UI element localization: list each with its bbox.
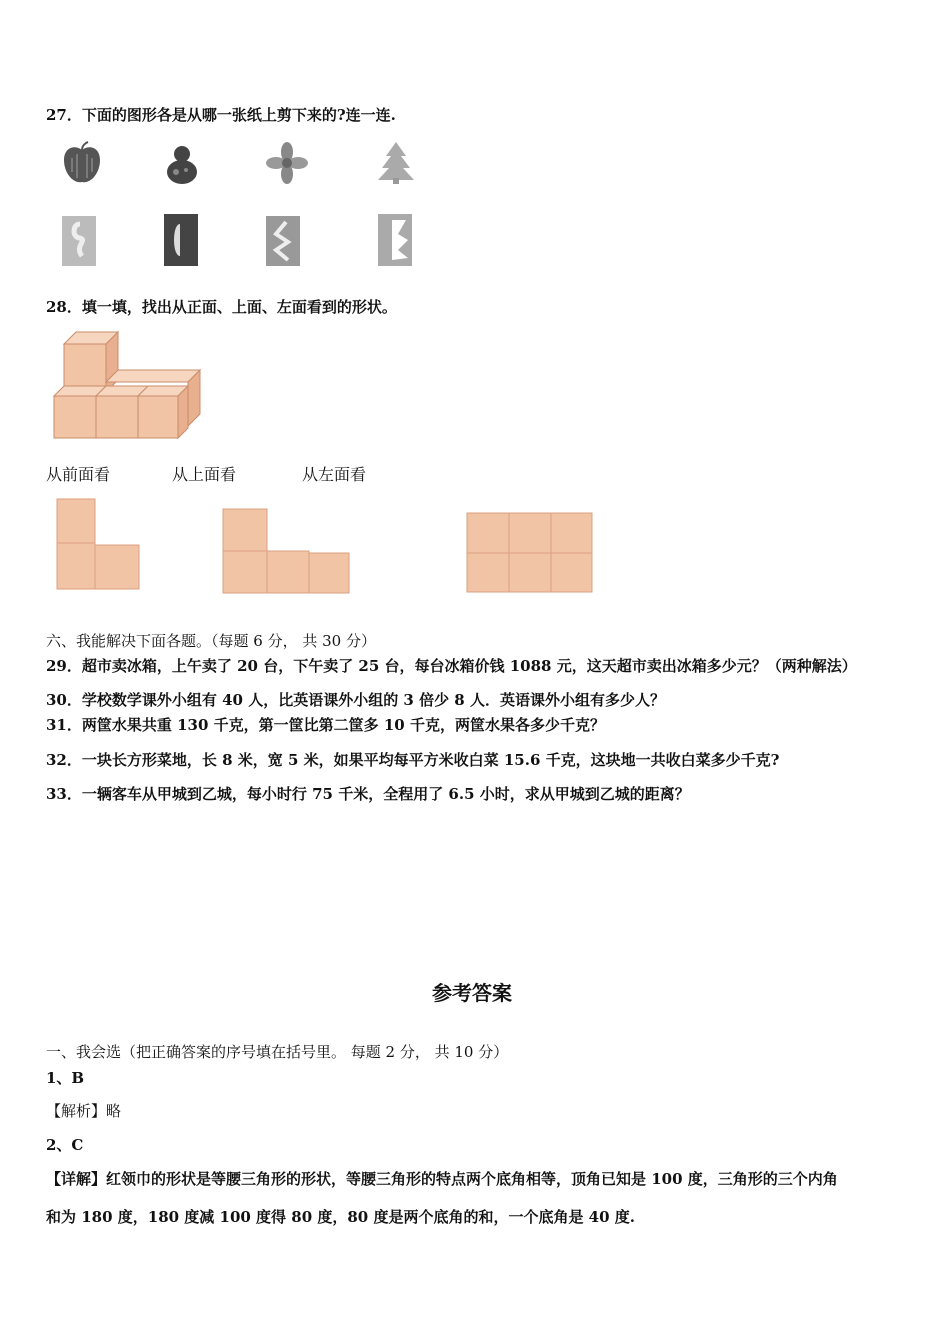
q30-text: 30．学校数学课外小组有 40 人，比英语课外小组的 3 倍少 8 人．英语课外小组有多少人？ bbox=[46, 691, 665, 709]
section6-heading: 六、我能解决下面各题。（每题 6 分， 共 30 分） bbox=[46, 632, 376, 650]
q32-text: 32．一块长方形菜地，长 8 米，宽 5 米，如果平均每平方米收白菜 15.6 千克，这块地一共收白菜多少千克? bbox=[46, 751, 780, 769]
cube-stack-figure bbox=[50, 330, 210, 442]
front-view-figure bbox=[56, 498, 142, 592]
paper-2 bbox=[164, 214, 198, 266]
q33-text: 33．一辆客车从甲城到乙城，每小时行 75 千米，全程用了 6.5 小时，求从甲城到乙城的距离？ bbox=[46, 785, 690, 803]
label-top-view: 从上面看 bbox=[172, 465, 237, 484]
answers-section1-heading: 一、我会选（把正确答案的序号填在括号里。 每题 2 分， 共 10 分） bbox=[46, 1043, 509, 1061]
gourd-shape bbox=[164, 140, 200, 188]
top-view-figure bbox=[222, 508, 352, 596]
answer-1: 1、B bbox=[46, 1069, 85, 1087]
apple-shape bbox=[60, 142, 104, 186]
q27-text: 27．下面的图形各是从哪一张纸上剪下来的?连一连. bbox=[46, 106, 396, 124]
paper-1 bbox=[62, 216, 96, 266]
left-view-figure bbox=[466, 512, 594, 594]
label-left-view: 从左面看 bbox=[302, 465, 367, 484]
answer-2-detail-line2: 和为 180 度，180 度减 100 度得 80 度，80 度是两个底角的和，一个底角是 40 度. bbox=[46, 1208, 636, 1226]
label-front-view: 从前面看 bbox=[46, 465, 111, 484]
q29-text: 29．超市卖冰箱，上午卖了 20 台，下午卖了 25 台，每台冰箱价钱 1088 元，这天超市卖出冰箱多少元？（两种解法） bbox=[46, 657, 857, 675]
q28-text: 28．填一填，找出从正面、上面、左面看到的形状。 bbox=[46, 298, 397, 316]
answer-2-detail-line1: 【详解】红领巾的形状是等腰三角形的形状，等腰三角形的特点两个底角相等，顶角已知是 100 度，三角形的三个内角 bbox=[46, 1170, 838, 1188]
answers-title: 参考答案 bbox=[432, 981, 512, 1005]
q31-text: 31．两筐水果共重 130 千克，第一筐比第二筐多 10 千克，两筐水果各多少千克？ bbox=[46, 716, 605, 734]
tree-shape bbox=[376, 142, 416, 184]
paper-3 bbox=[266, 216, 300, 266]
flower-shape bbox=[266, 142, 308, 184]
answer-1-explanation: 【解析】略 bbox=[46, 1102, 122, 1120]
paper-4 bbox=[378, 214, 412, 266]
answer-2: 2、C bbox=[46, 1136, 84, 1154]
